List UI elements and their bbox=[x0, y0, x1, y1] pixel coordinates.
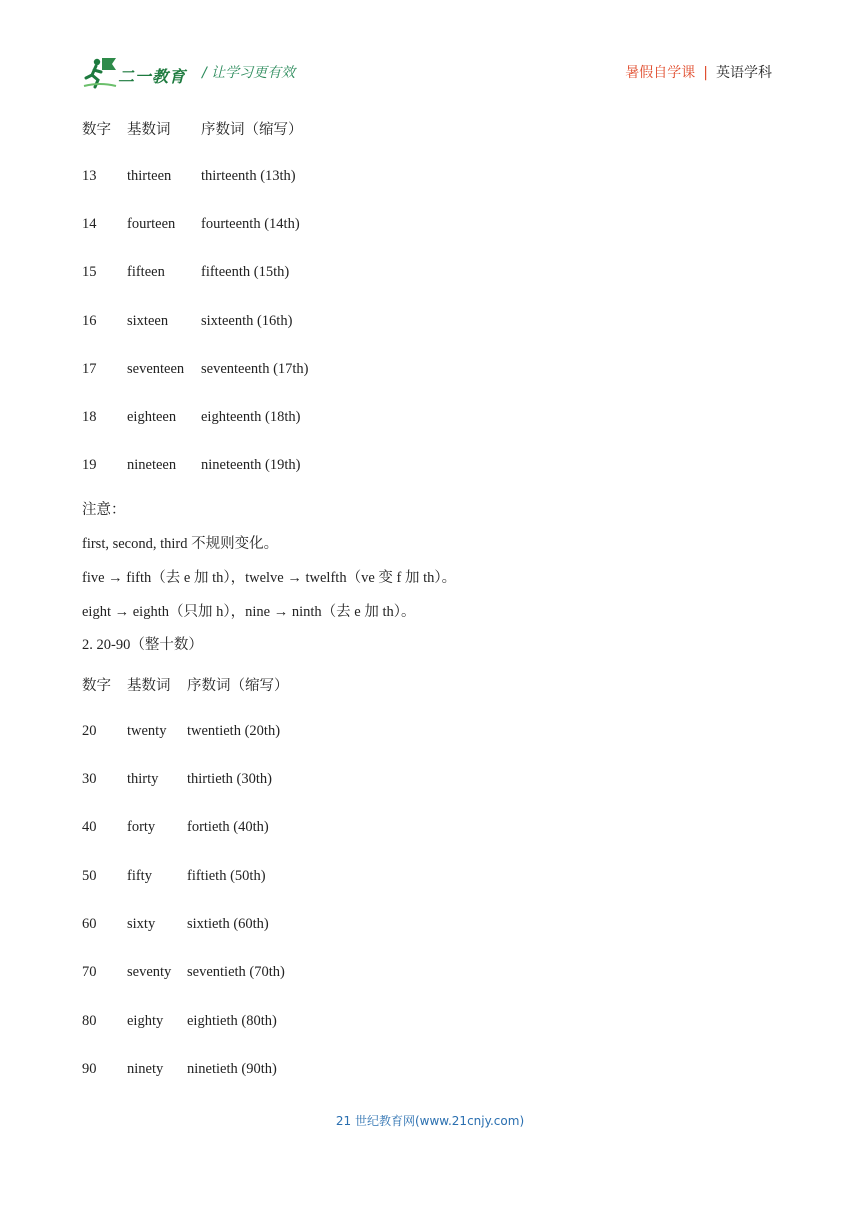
ordinal-cell: fiftieth (50th) bbox=[187, 868, 266, 884]
cardinal-cell: thirteen bbox=[127, 168, 172, 184]
ordinal-cell: nineteenth (19th) bbox=[201, 457, 301, 473]
number-cell: 90 bbox=[82, 1061, 97, 1077]
number-cell: 16 bbox=[82, 313, 97, 329]
cardinal-cell: seventeen bbox=[127, 361, 185, 377]
cardinal-cell: sixty bbox=[127, 916, 156, 932]
number-cell: 60 bbox=[82, 916, 97, 932]
section-title: 2. 20-90（整十数） bbox=[82, 637, 203, 653]
note-line: first, second, third 不规则变化。 bbox=[82, 536, 279, 552]
number-cell: 50 bbox=[82, 868, 97, 884]
number-cell: 30 bbox=[82, 771, 97, 787]
number-cell: 18 bbox=[82, 409, 97, 425]
number-cell: 14 bbox=[82, 216, 97, 232]
ordinal-cell: sixteenth (16th) bbox=[201, 313, 293, 329]
number-cell: 70 bbox=[82, 964, 97, 980]
page-footer: 21 世纪教育网(www.21cnjy.com) bbox=[335, 1114, 525, 1128]
number-cell: 19 bbox=[82, 457, 97, 473]
number-cell: 80 bbox=[82, 1013, 97, 1029]
ordinal-cell: twentieth (20th) bbox=[187, 723, 281, 739]
cardinal-cell: eighteen bbox=[127, 409, 177, 425]
note-line: eight → eighth（只加 h），nine → ninth（去 e 加 th）。 bbox=[82, 604, 416, 620]
column-header: 序数词（缩写） bbox=[201, 122, 303, 138]
subject-name: 英语学科 bbox=[716, 65, 772, 81]
number-cell: 17 bbox=[82, 361, 97, 377]
ordinal-cell: ninetieth (90th) bbox=[187, 1061, 277, 1077]
cardinal-cell: twenty bbox=[127, 723, 167, 739]
brand-name: 二一教育 bbox=[118, 67, 187, 86]
cardinal-cell: thirty bbox=[127, 771, 159, 787]
note-line: five → fifth（去 e 加 th），twelve → twelfth（ve 变 f 加 th）。 bbox=[82, 570, 457, 586]
ordinal-cell: eighteenth (18th) bbox=[201, 409, 301, 425]
ordinal-cell: sixtieth (60th) bbox=[187, 916, 269, 932]
column-header: 基数词 bbox=[127, 122, 171, 138]
ordinal-cell: fortieth (40th) bbox=[187, 819, 269, 835]
cardinal-cell: nineteen bbox=[127, 457, 177, 473]
slogan: / 让学习更有效 bbox=[202, 65, 296, 81]
cardinal-cell: fifty bbox=[127, 868, 152, 884]
ordinal-cell: thirtieth (30th) bbox=[187, 771, 272, 787]
number-cell: 15 bbox=[82, 264, 97, 280]
course-name: 暑假自学课 bbox=[625, 65, 696, 81]
course-info bbox=[625, 62, 772, 82]
column-header: 序数词（缩写） bbox=[187, 678, 289, 694]
number-cell: 13 bbox=[82, 168, 97, 184]
ordinal-cell: seventieth (70th) bbox=[187, 964, 285, 980]
cardinal-cell: ninety bbox=[127, 1061, 164, 1077]
cardinal-cell: fifteen bbox=[127, 264, 165, 280]
header-separator: | bbox=[703, 65, 708, 81]
number-cell: 20 bbox=[82, 723, 97, 739]
ordinal-cell: thirteenth (13th) bbox=[201, 168, 296, 184]
column-header: 基数词 bbox=[127, 678, 171, 694]
cardinal-cell: forty bbox=[127, 819, 156, 835]
ordinal-cell: eightieth (80th) bbox=[187, 1013, 277, 1029]
running-man-logo-icon bbox=[82, 56, 118, 90]
cardinal-cell: seventy bbox=[127, 964, 172, 980]
cardinal-cell: eighty bbox=[127, 1013, 164, 1029]
ordinal-cell: fourteenth (14th) bbox=[201, 216, 300, 232]
cardinal-cell: fourteen bbox=[127, 216, 176, 232]
page-header bbox=[82, 56, 772, 90]
ordinal-cell: fifteenth (15th) bbox=[201, 264, 290, 280]
ordinal-cell: seventeenth (17th) bbox=[201, 361, 309, 377]
number-cell: 40 bbox=[82, 819, 97, 835]
notes-title: 注意： bbox=[82, 502, 126, 518]
cardinal-cell: sixteen bbox=[127, 313, 169, 329]
logo bbox=[82, 56, 192, 90]
column-header: 数字 bbox=[82, 678, 111, 694]
column-header: 数字 bbox=[82, 122, 111, 138]
